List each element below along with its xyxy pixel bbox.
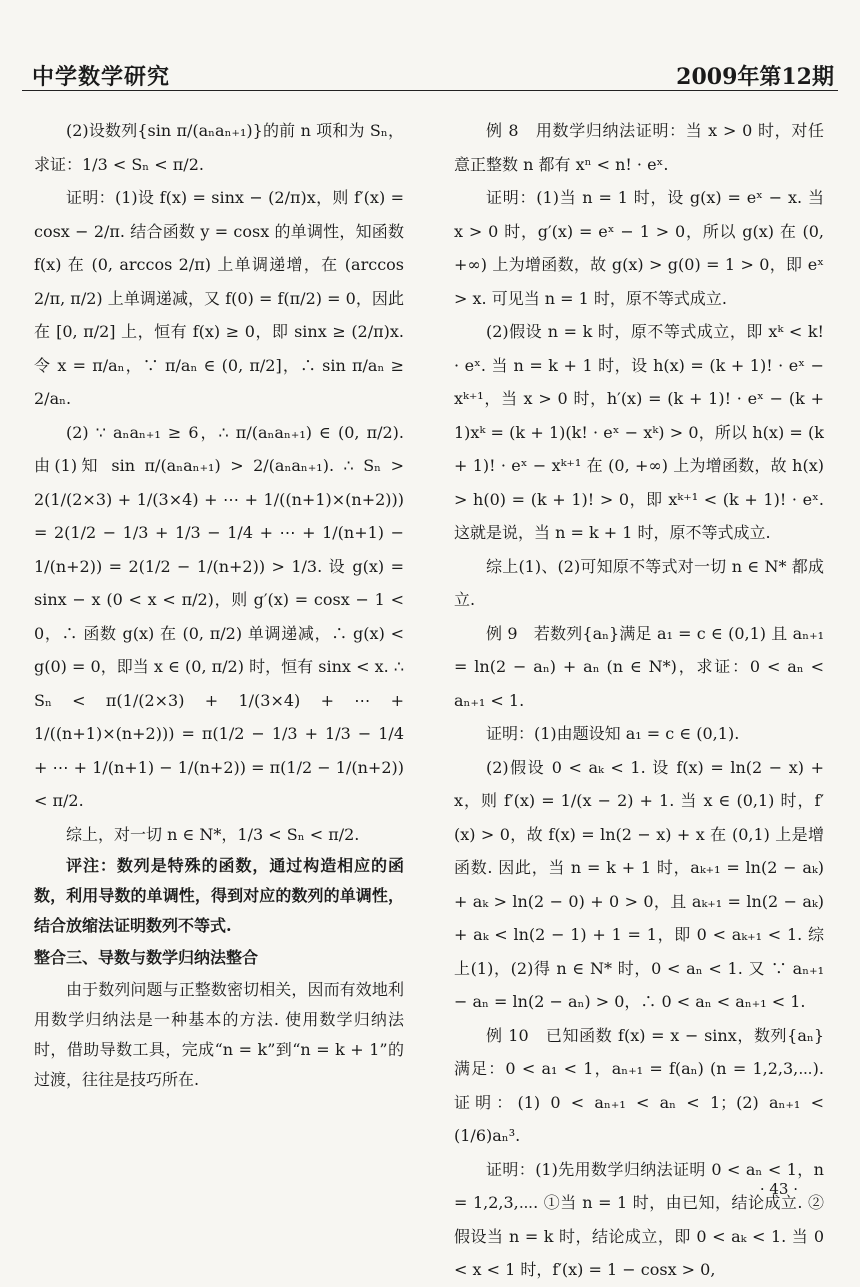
example-10: 例 10 已知函数 f(x) = x − sinx，数列{aₙ}满足：0 < a₁ < 1，aₙ₊₁ = f(aₙ) (n = 1,2,3,⋯). 证明：(1) 0 < aₙ₊₁ < aₙ < 1；(2) aₙ₊₁ < (1/6)aₙ³. (454, 1025, 824, 1145)
page-number: · 43 · (759, 1180, 798, 1198)
example-8: 例 8 用数学归纳法证明：当 x > 0 时，对任意正整数 n 都有 xⁿ < n! · eˣ. (454, 121, 824, 174)
example-9-proof-1: 证明：(1)由题设知 a₁ = c ∈ (0,1). (486, 724, 740, 743)
proof-part-2: (2) ∵ aₙaₙ₊₁ ≥ 6，∴ π/(aₙaₙ₊₁) ∈ (0, π/2). 由(1)知 sin π/(aₙaₙ₊₁) > 2/(aₙaₙ₊₁). ∴ Sₙ > 2(1/(2×3) + 1/(3×4) + ⋯ + 1/((n+1)×(n+2))) = 2(1/2 − 1/3 + 1/3 − 1/4 + ⋯ + 1/(n+1) − 1/(n+2)) = 2(1/2 − 1/(n+2)) > 1/3. 设 g(x) = sinx − x (0 < x < π/2)，则 g′(x) = cosx − 1 < 0，∴ 函数 g(x) 在 (0, π/2) 单调递减，∴ g(x) < g(0) = 0，即当 x ∈ (0, π/2) 时，恒有 sinx < x. ∴ Sₙ < π(1/(2×3) + 1/(3×4) + ⋯ + 1/((n+1)×(n+2))) = π(1/2 − 1/3 + 1/3 − 1/4 + ⋯ + 1/(n+1) − 1/(n+2)) = π(1/2 − 1/(n+2)) < π/2. (34, 422, 404, 810)
journal-title: 中学数学研究 (32, 64, 171, 90)
commentary: 评注：数列是特殊的函数，通过构造相应的函数，利用导数的单调性，得到对应的数列的单调性，结合放缩法证明数列不等式. (34, 856, 404, 935)
issue-label: 2009年第12期 (676, 64, 834, 90)
left-column (34, 114, 404, 1095)
section-heading: 整合三、导数与数学归纳法整合 (34, 948, 259, 967)
example-8-proof-2: (2)假设 n = k 时，原不等式成立，即 xᵏ < k! · eˣ. 当 n = k + 1 时，设 h(x) = (k + 1)! · eˣ − xᵏ⁺¹，当 x > 0 时，h′(x) = (k + 1)! · eˣ − (k + 1)xᵏ = (k + 1)(k! · eˣ − xᵏ) > 0，所以 h(x) = (k + 1)! · eˣ − xᵏ⁺¹ 在 (0, +∞) 上为增函数，故 h(x) > h(0) = (k + 1)! > 0，即 xᵏ⁺¹ < (k + 1)! · eˣ. 这就是说，当 n = k + 1 时，原不等式成立. (454, 322, 824, 542)
example-9: 例 9 若数列{aₙ}满足 a₁ = c ∈ (0,1) 且 aₙ₊₁ = ln(2 − aₙ) + aₙ (n ∈ N*)，求证：0 < aₙ < aₙ₊₁ < 1. (454, 623, 824, 710)
example-10-proof: 证明：(1)先用数学归纳法证明 0 < aₙ < 1，n = 1,2,3,⋯. ①当 n = 1 时，由已知，结论成立. ②假设当 n = k 时，结论成立，即 0 < aₖ < 1. 当 0 < x < 1 时，f′(x) = 1 − cosx > 0, (454, 1159, 824, 1279)
example-9-proof-2: (2)假设 0 < aₖ < 1. 设 f(x) = ln(2 − x) + x，则 f′(x) = 1/(x − 2) + 1. 当 x ∈ (0,1) 时，f′(x) > 0，故 f(x) = ln(2 − x) + x 在 (0,1) 上是增函数. 因此，当 n = k + 1 时，aₖ₊₁ = ln(2 − aₖ) + aₖ > ln(2 − 0) + 0 > 0，且 aₖ₊₁ = ln(2 − aₖ) + aₖ < ln(2 − 1) + 1 = 1，即 0 < aₖ₊₁ < 1. 综上(1)，(2)得 n ∈ N* 时，0 < aₙ < 1. 又 ∵ aₙ₊₁ − aₙ = ln(2 − aₙ) > 0，∴ 0 < aₙ < aₙ₊₁ < 1. (454, 757, 824, 1011)
running-header (22, 56, 838, 91)
right-column (454, 114, 824, 1287)
example-8-proof-1: 证明：(1)当 n = 1 时，设 g(x) = eˣ − x. 当 x > 0 时，g′(x) = eˣ − 1 > 0，所以 g(x) 在 (0, +∞) 上为增函数，故 g(x) > g(0) = 1 > 0，即 eˣ > x. 可见当 n = 1 时，原不等式成立. (454, 188, 824, 308)
proof-part-1: 证明：(1)设 f(x) = sinx − (2/π)x，则 f′(x) = cosx − 2/π. 结合函数 y = cosx 的单调性，知函数 f(x) 在 (0, arccos 2/π) 上单调递增，在 (arccos 2/π, π/2) 上单调递减，又 f(0) = f(π/2) = 0，因此在 [0, π/2] 上，恒有 f(x) ≥ 0，即 sinx ≥ (2/π)x. 令 x = π/aₙ，∵ π/aₙ ∈ (0, π/2]，∴ sin π/aₙ ≥ 2/aₙ. (34, 188, 404, 408)
example-8-conclusion: 综上(1)、(2)可知原不等式对一切 n ∈ N* 都成立. (454, 556, 824, 609)
problem-part-2: (2)设数列{sin π/(aₙaₙ₊₁)}的前 n 项和为 Sₙ，求证：1/3 < Sₙ < π/2. (34, 121, 404, 174)
section-intro: 由于数列问题与正整数密切相关，因而有效地利用数学归纳法是一种基本的方法. 使用数学归纳法时，借助导数工具，完成“n = k”到“n = k + 1”的过渡，往往是技巧所在. (34, 979, 404, 1089)
conclusion: 综上，对一切 n ∈ N*，1/3 < Sₙ < π/2. (66, 824, 360, 844)
